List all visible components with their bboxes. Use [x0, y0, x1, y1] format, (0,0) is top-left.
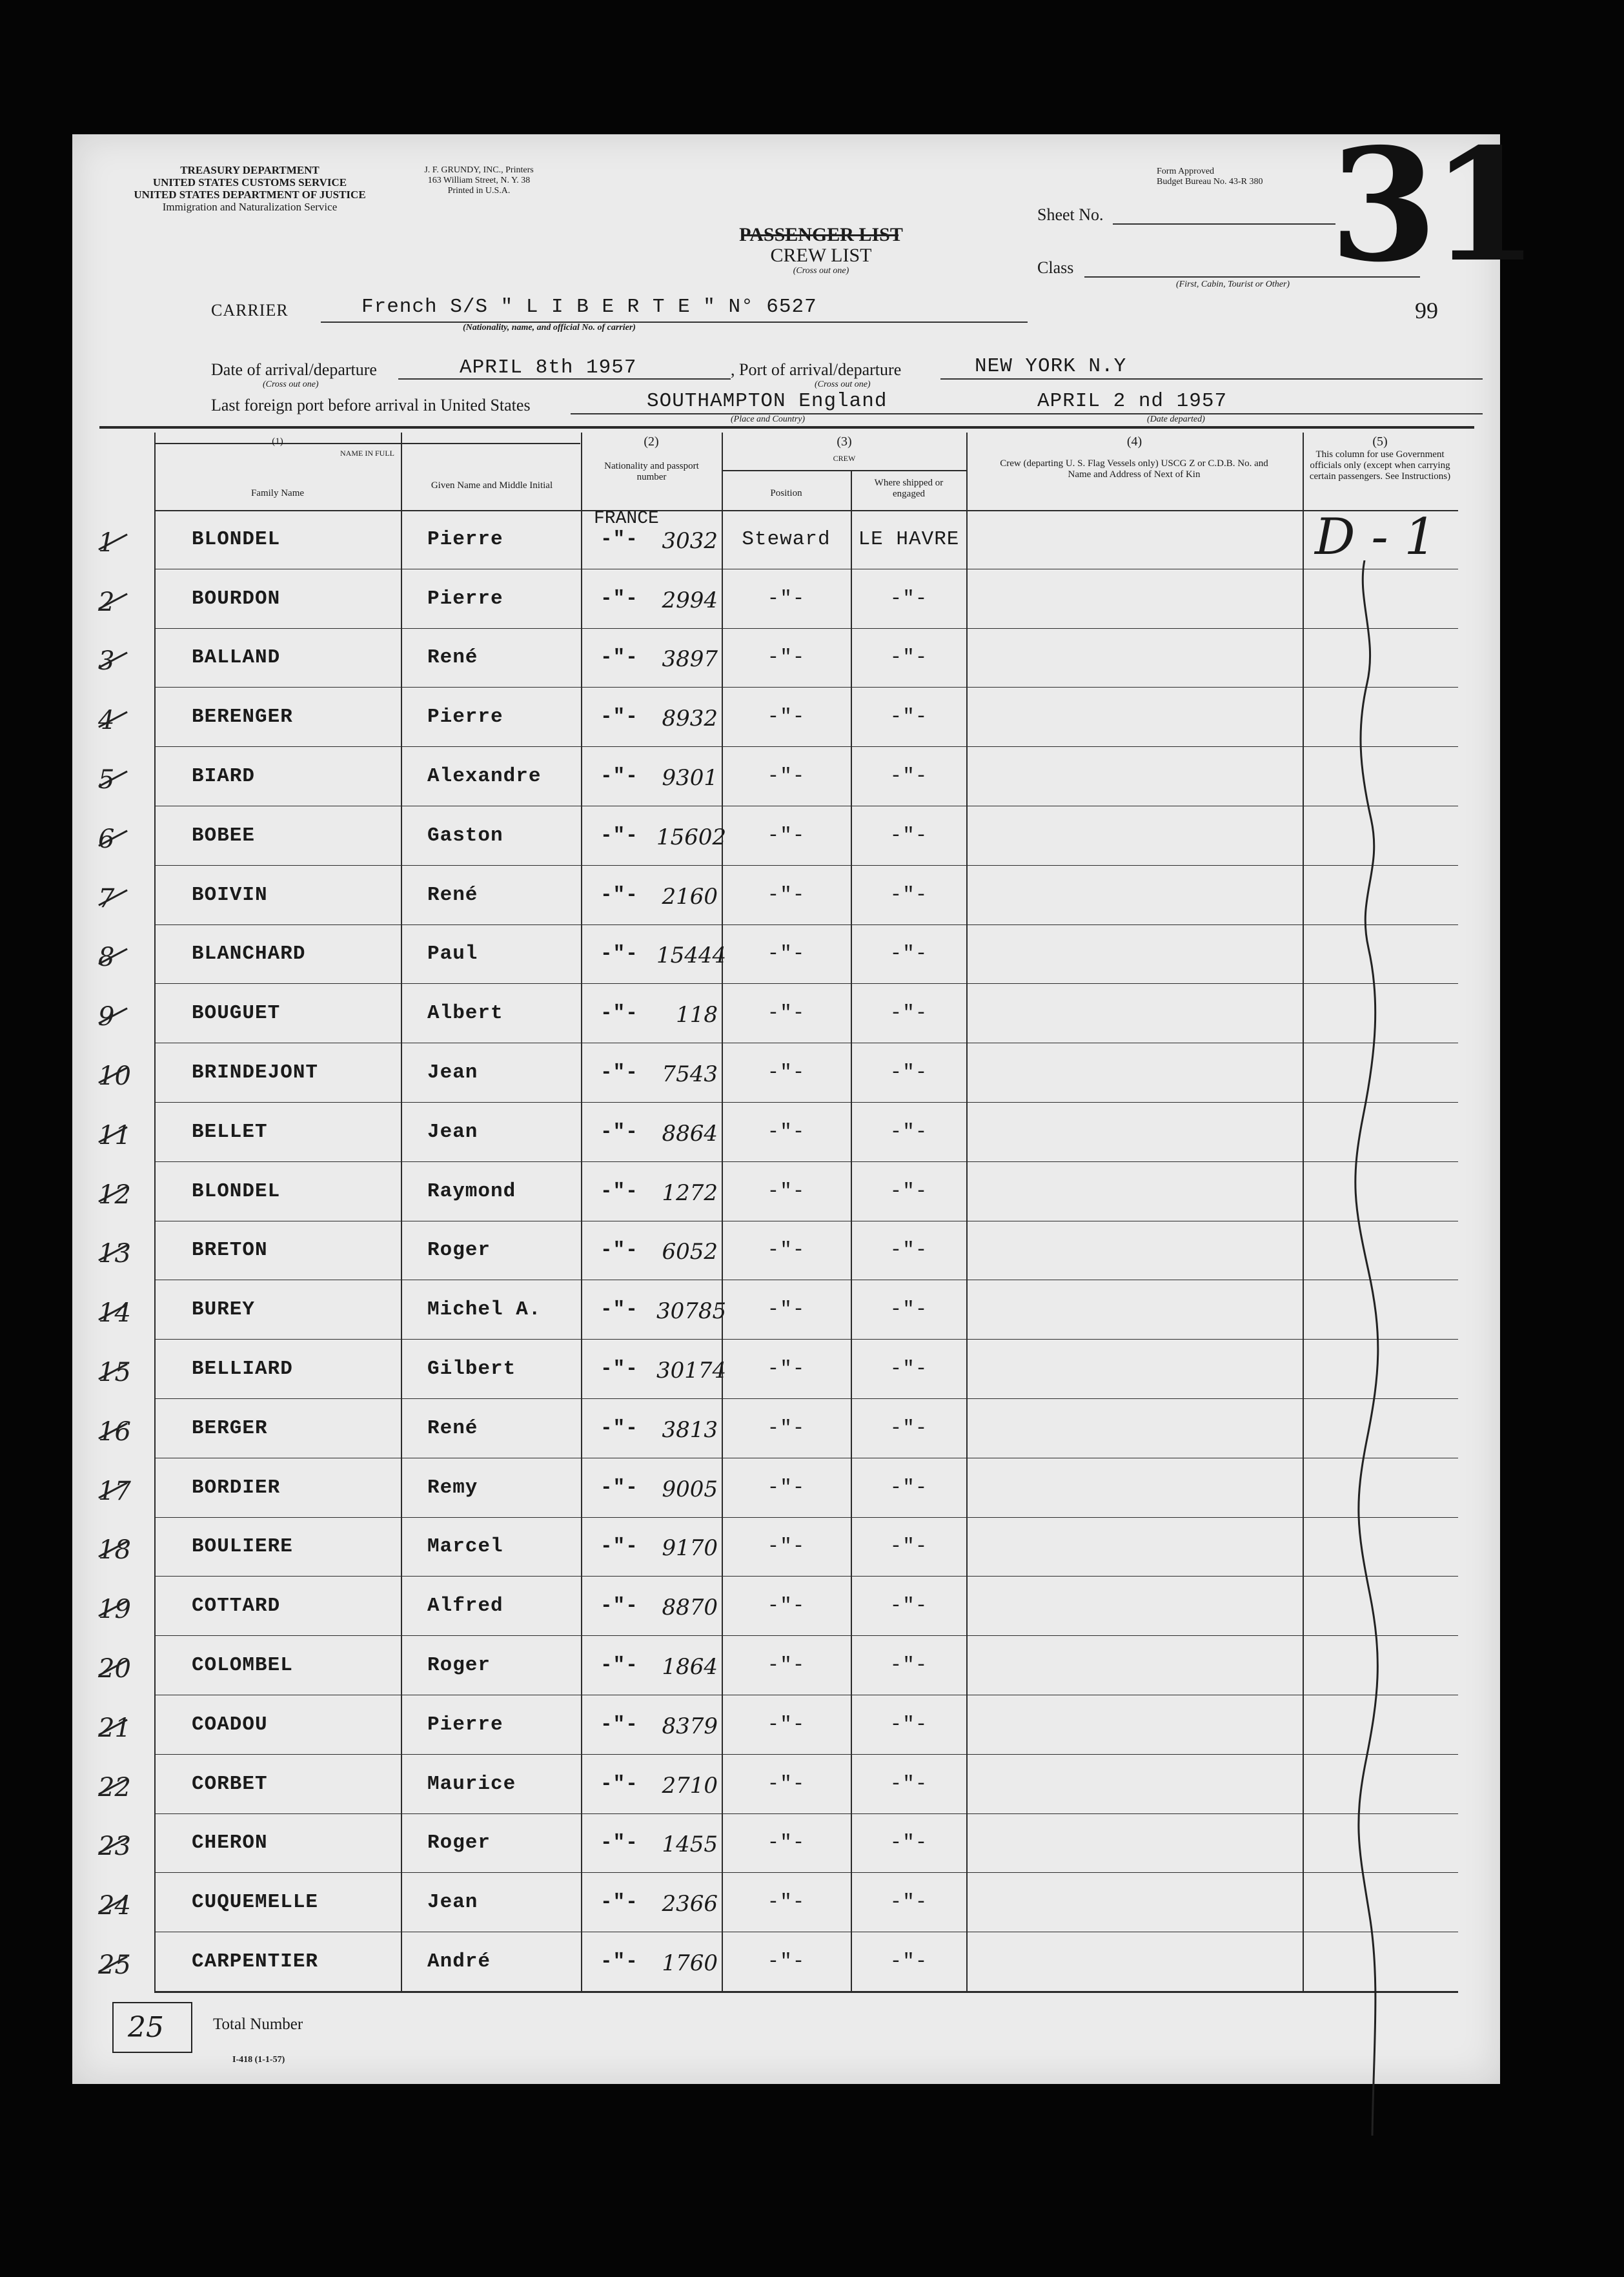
passport-number: 8870	[662, 1595, 718, 1621]
list-title	[718, 225, 924, 276]
table-row	[72, 1340, 1500, 1399]
table-row	[72, 1458, 1500, 1518]
table-row	[72, 747, 1500, 806]
row-number: 5	[98, 765, 115, 795]
nationality-ditto: -"-	[600, 1654, 638, 1677]
position: -"-	[767, 883, 806, 906]
nationality-ditto: -"-	[600, 1416, 638, 1440]
position: -"-	[767, 1772, 806, 1795]
shipped-from: -"-	[889, 1120, 928, 1143]
family-name: COTTARD	[192, 1595, 281, 1618]
nationality-ditto: -"-	[600, 646, 638, 669]
row-number: 17	[98, 1476, 131, 1506]
shipped-from: -"-	[889, 1832, 928, 1855]
row-number: 6	[98, 824, 115, 854]
shipped-from: -"-	[889, 1595, 928, 1618]
nationality-heading: Nationality and passport number	[604, 461, 699, 482]
position: -"-	[767, 1298, 806, 1322]
passport-number: 1864	[662, 1654, 718, 1680]
arrival-label: Date of arrival/departure	[211, 360, 377, 379]
nationality-ditto: -"-	[600, 824, 638, 847]
row-number: 20	[98, 1654, 131, 1684]
family-name: BERENGER	[192, 706, 293, 729]
passport-number: 2160	[662, 883, 718, 910]
table-row	[72, 1636, 1500, 1695]
table-row	[72, 1399, 1500, 1458]
total-label: Total Number	[213, 2016, 303, 2033]
col1-title: NAME IN FULL	[340, 449, 394, 458]
family-name: BOULIERE	[192, 1535, 293, 1558]
position: -"-	[767, 824, 806, 847]
family-name: CARPENTIER	[192, 1950, 319, 1974]
shipped-from: -"-	[889, 1179, 928, 1203]
table-row	[72, 806, 1500, 866]
table-row	[72, 1873, 1500, 1932]
shipped-from: -"-	[889, 1061, 928, 1085]
given-name: Jean	[427, 1061, 478, 1085]
row-number: 24	[98, 1891, 131, 1921]
printer-block	[395, 165, 563, 196]
row-number: 16	[98, 1416, 131, 1447]
title-hint: (Cross out one)	[793, 266, 849, 276]
family-name: BUREY	[192, 1298, 256, 1322]
row-number: 18	[98, 1535, 131, 1566]
family-name: COLOMBEL	[192, 1654, 293, 1677]
passport-number: 3032	[662, 527, 718, 554]
table-bottom-rule	[154, 1992, 1458, 1993]
col1-number: (1)	[272, 436, 283, 447]
position: -"-	[767, 587, 806, 610]
family-name: BOURDON	[192, 587, 281, 610]
given-name: Roger	[427, 1239, 491, 1262]
position: -"-	[767, 1179, 806, 1203]
agency-line-3: UNITED STATES DEPARTMENT OF JUSTICE	[134, 189, 366, 201]
given-name: Pierre	[427, 527, 503, 551]
port-value: NEW YORK N.Y	[975, 355, 1127, 378]
given-name: Roger	[427, 1654, 491, 1677]
passport-number: 2366	[662, 1891, 718, 1917]
agency-line-4: Immigration and Naturalization Service	[162, 201, 338, 213]
family-name: BELLET	[192, 1120, 268, 1143]
table-row	[72, 1695, 1500, 1755]
passport-number: 8932	[662, 706, 718, 732]
shipped-from: LE HAVRE	[858, 527, 960, 551]
family-name: BORDIER	[192, 1476, 281, 1499]
family-name: BELLIARD	[192, 1358, 293, 1381]
row-number: 12	[98, 1179, 131, 1210]
row-number: 25	[98, 1950, 131, 1981]
given-name: Jean	[427, 1120, 478, 1143]
col5-number: (5)	[1372, 434, 1388, 449]
official-wavy-line	[1331, 560, 1408, 2136]
nationality-ditto: -"-	[600, 1891, 638, 1914]
passport-number: 3897	[662, 646, 718, 673]
passport-number: 30785	[656, 1298, 727, 1325]
nationality-ditto: -"-	[600, 1358, 638, 1381]
nationality-ditto: -"-	[600, 1061, 638, 1085]
family-name: BRETON	[192, 1239, 268, 1262]
shipped-from: -"-	[889, 1654, 928, 1677]
table-row	[72, 866, 1500, 925]
agency-line-2: UNITED STATES CUSTOMS SERVICE	[152, 176, 347, 189]
given-name: Alfred	[427, 1595, 503, 1618]
total-box	[112, 2002, 192, 2053]
budget-bureau-text: Budget Bureau No. 43-R 380	[1157, 177, 1263, 187]
nationality-ditto: -"-	[600, 1832, 638, 1855]
family-name: BOIVIN	[192, 883, 268, 906]
family-name: BLANCHARD	[192, 943, 306, 966]
last-port-value: SOUTHAMPTON England	[647, 390, 888, 413]
family-name: CHERON	[192, 1832, 268, 1855]
given-name-heading: Given Name and Middle Initial	[431, 480, 553, 491]
shipped-from: -"-	[889, 824, 928, 847]
nationality-ditto: -"-	[600, 1535, 638, 1558]
table-row	[72, 569, 1500, 629]
table-top-rule	[99, 426, 1474, 429]
family-name: BOBEE	[192, 824, 256, 847]
arrival-hint: (Cross out one)	[263, 380, 319, 389]
table-row	[72, 1932, 1500, 1992]
nationality-ditto: -"-	[600, 1595, 638, 1618]
printer-line-2: 163 William Street, N. Y. 38	[427, 176, 531, 185]
last-port-label: Last foreign port before arrival in United States	[211, 396, 531, 414]
nationality-ditto: -"-	[600, 527, 638, 551]
passport-number: 3813	[662, 1416, 718, 1443]
position: -"-	[767, 1416, 806, 1440]
row-number: 22	[98, 1772, 131, 1802]
row-number: 3	[98, 646, 115, 677]
form-approved-text: Form Approved	[1157, 167, 1215, 176]
class-label: Class	[1037, 258, 1074, 277]
nationality-ditto: -"-	[600, 706, 638, 729]
given-name: René	[427, 646, 478, 669]
passport-number: 1272	[662, 1179, 718, 1206]
shipped-from: -"-	[889, 1416, 928, 1440]
given-name: Gaston	[427, 824, 503, 847]
form-approval	[1157, 167, 1350, 187]
table-row	[72, 510, 1500, 569]
row-number: 7	[98, 883, 115, 914]
position: -"-	[767, 943, 806, 966]
table-row	[72, 688, 1500, 747]
official-mark: D - 1	[1315, 508, 1437, 566]
position: -"-	[767, 1535, 806, 1558]
position: -"-	[767, 765, 806, 788]
table-row	[72, 1103, 1500, 1162]
position: Steward	[742, 527, 831, 551]
position: -"-	[767, 1832, 806, 1855]
family-name: BALLAND	[192, 646, 281, 669]
nationality-ditto: -"-	[600, 883, 638, 906]
table-row	[72, 1755, 1500, 1814]
arrival-date: APRIL 8th 1957	[460, 356, 637, 379]
family-name: BIARD	[192, 765, 256, 788]
family-name: BERGER	[192, 1416, 268, 1440]
shipped-from: -"-	[889, 646, 928, 669]
row-rule	[154, 1991, 1458, 1992]
page-number: 99	[1415, 298, 1438, 323]
row-number: 9	[98, 1002, 115, 1032]
position: -"-	[767, 1002, 806, 1025]
position: -"-	[767, 1120, 806, 1143]
departed-line	[1028, 413, 1483, 414]
row-number: 4	[98, 706, 115, 736]
nationality-ditto: -"-	[600, 1298, 638, 1322]
kin-heading: Crew (departing U. S. Flag Vessels only) USCG Z or C.D.B. No. and Name and Address of Next of Kin	[1000, 458, 1268, 480]
given-name: Paul	[427, 943, 478, 966]
table-row	[72, 1043, 1500, 1103]
crew-list-form	[72, 114, 1532, 2084]
nationality-ditto: -"-	[600, 1239, 638, 1262]
nationality-ditto: -"-	[600, 1120, 638, 1143]
row-number: 8	[98, 943, 115, 973]
class-line	[1084, 276, 1420, 278]
given-name: André	[427, 1950, 491, 1974]
given-name: René	[427, 1416, 478, 1440]
given-name: Marcel	[427, 1535, 503, 1558]
col4-number: (4)	[1126, 434, 1142, 449]
table-row	[72, 1814, 1500, 1874]
given-name: Maurice	[427, 1772, 516, 1795]
family-name: COADOU	[192, 1713, 268, 1736]
shipped-from: -"-	[889, 943, 928, 966]
given-name: Raymond	[427, 1179, 516, 1203]
given-name: Albert	[427, 1002, 503, 1025]
passport-number: 9301	[662, 765, 718, 791]
class-hint: (First, Cabin, Tourist or Other)	[1176, 280, 1290, 289]
shipped-from: -"-	[889, 706, 928, 729]
family-name: BLONDEL	[192, 1179, 281, 1203]
given-name: Gilbert	[427, 1358, 516, 1381]
agency-line-1: TREASURY DEPARTMENT	[180, 164, 320, 176]
given-name: Pierre	[427, 587, 503, 610]
shipped-from: -"-	[889, 1950, 928, 1974]
given-name: Pierre	[427, 706, 503, 729]
nationality-ditto: -"-	[600, 1179, 638, 1203]
nationality-ditto: -"-	[600, 587, 638, 610]
table-row	[72, 925, 1500, 985]
crew-heading: CREW	[833, 454, 856, 463]
family-name: CORBET	[192, 1772, 268, 1795]
passport-number: 30174	[656, 1358, 727, 1384]
shipped-from: -"-	[889, 1239, 928, 1262]
given-name: Michel A.	[427, 1298, 542, 1322]
shipped-from: -"-	[889, 1535, 928, 1558]
shipped-from: -"-	[889, 1002, 928, 1025]
row-number: 14	[98, 1298, 131, 1329]
shipped-from: -"-	[889, 765, 928, 788]
position: -"-	[767, 1713, 806, 1736]
family-name-heading: Family Name	[250, 488, 305, 498]
port-hint: (Cross out one)	[815, 380, 871, 389]
shipped-from: -"-	[889, 1358, 928, 1381]
crew-list-title: CREW LIST	[770, 245, 872, 266]
family-name: BRINDEJONT	[192, 1061, 319, 1085]
nationality-ditto: -"-	[600, 1950, 638, 1974]
given-name: Remy	[427, 1476, 478, 1499]
position: -"-	[767, 1358, 806, 1381]
position: -"-	[767, 1654, 806, 1677]
crew-title-rule	[722, 470, 967, 471]
given-name: Alexandre	[427, 765, 542, 788]
form-number: I-418 (1-1-57)	[232, 2055, 285, 2065]
row-number: 2	[98, 587, 115, 617]
row-number: 11	[98, 1120, 131, 1150]
row-number: 1	[98, 527, 115, 558]
col3-number: (3)	[837, 434, 852, 449]
passport-number: 6052	[662, 1239, 718, 1265]
col2-number: (2)	[644, 434, 659, 449]
passport-number: 15602	[656, 824, 727, 850]
position: -"-	[767, 1476, 806, 1499]
shipped-from: -"-	[889, 1713, 928, 1736]
nationality-ditto: -"-	[600, 1713, 638, 1736]
printer-line-3: Printed in U.S.A.	[447, 186, 511, 196]
carrier-line	[321, 322, 1028, 323]
position: -"-	[767, 1891, 806, 1914]
shipped-from: -"-	[889, 1891, 928, 1914]
nationality-france: FRANCE	[594, 509, 659, 529]
table-row	[72, 1162, 1500, 1221]
agency-block	[111, 164, 389, 213]
nationality-ditto: -"-	[600, 1772, 638, 1795]
passport-number: 9005	[662, 1476, 718, 1502]
carrier-label: CARRIER	[211, 301, 289, 320]
passport-number: 2994	[662, 587, 718, 613]
given-name: Pierre	[427, 1713, 503, 1736]
port-line	[940, 378, 1483, 380]
position: -"-	[767, 1595, 806, 1618]
row-number: 13	[98, 1239, 131, 1269]
nationality-ditto: -"-	[600, 765, 638, 788]
family-name: CUQUEMELLE	[192, 1891, 319, 1914]
passenger-list-title: PASSENGER LIST	[739, 224, 903, 245]
shipped-from: -"-	[889, 883, 928, 906]
shipped-from: -"-	[889, 1298, 928, 1322]
family-name: BLONDEL	[192, 527, 281, 551]
passport-number: 7543	[662, 1061, 718, 1088]
printer-line-1: J. F. GRUNDY, INC., Printers	[424, 165, 534, 175]
nationality-ditto: -"-	[600, 1476, 638, 1499]
passport-number: 118	[676, 1002, 718, 1028]
given-name: Jean	[427, 1891, 478, 1914]
total-value: 25	[128, 2011, 164, 2044]
row-number: 10	[98, 1061, 131, 1092]
table-row	[72, 1280, 1500, 1340]
carrier-value: French S/S " L I B E R T E " N° 6527	[361, 296, 817, 318]
passport-number: 8864	[662, 1120, 718, 1147]
row-number: 21	[98, 1713, 131, 1743]
passport-number: 9170	[662, 1535, 718, 1562]
sheet-no-line	[1113, 223, 1335, 225]
position: -"-	[767, 646, 806, 669]
nationality-ditto: -"-	[600, 1002, 638, 1025]
row-number: 23	[98, 1832, 131, 1862]
passport-number: 15444	[656, 943, 727, 969]
official-heading: This column for use Government officials only (except when carrying certain passengers. See Instructions)	[1309, 449, 1451, 482]
given-name: Roger	[427, 1832, 491, 1855]
passport-number: 1760	[662, 1950, 718, 1977]
position: -"-	[767, 1950, 806, 1974]
row-number: 15	[98, 1358, 131, 1388]
table-row	[72, 629, 1500, 688]
port-label: , Port of arrival/departure	[731, 360, 902, 379]
passport-number: 8379	[662, 1713, 718, 1739]
table-row	[72, 1518, 1500, 1577]
shipped-from: -"-	[889, 587, 928, 610]
carrier-hint: (Nationality, name, and official No. of carrier)	[463, 323, 636, 332]
shipped-from: -"-	[889, 1772, 928, 1795]
passport-number: 1455	[662, 1832, 718, 1858]
family-name: BOUGUET	[192, 1002, 281, 1025]
position: -"-	[767, 1239, 806, 1262]
row-number: 19	[98, 1595, 131, 1625]
table-row	[72, 984, 1500, 1043]
passenger-strike	[744, 234, 898, 236]
departed-date: APRIL 2 nd 1957	[1037, 390, 1228, 413]
position-heading: Position	[770, 488, 802, 498]
given-name: René	[427, 883, 478, 906]
table-row	[72, 1221, 1500, 1281]
passport-number: 2710	[662, 1772, 718, 1799]
shipped-from: -"-	[889, 1476, 928, 1499]
table-row	[72, 1577, 1500, 1636]
sheet-number: 31	[1330, 114, 1532, 296]
shipped-heading: Where shipped or engaged	[874, 478, 944, 499]
sheet-no-label: Sheet No.	[1037, 205, 1104, 224]
position: -"-	[767, 706, 806, 729]
departed-hint: (Date departed)	[1147, 414, 1205, 424]
last-port-hint: (Place and Country)	[731, 414, 806, 424]
nationality-ditto: -"-	[600, 943, 638, 966]
position: -"-	[767, 1061, 806, 1085]
